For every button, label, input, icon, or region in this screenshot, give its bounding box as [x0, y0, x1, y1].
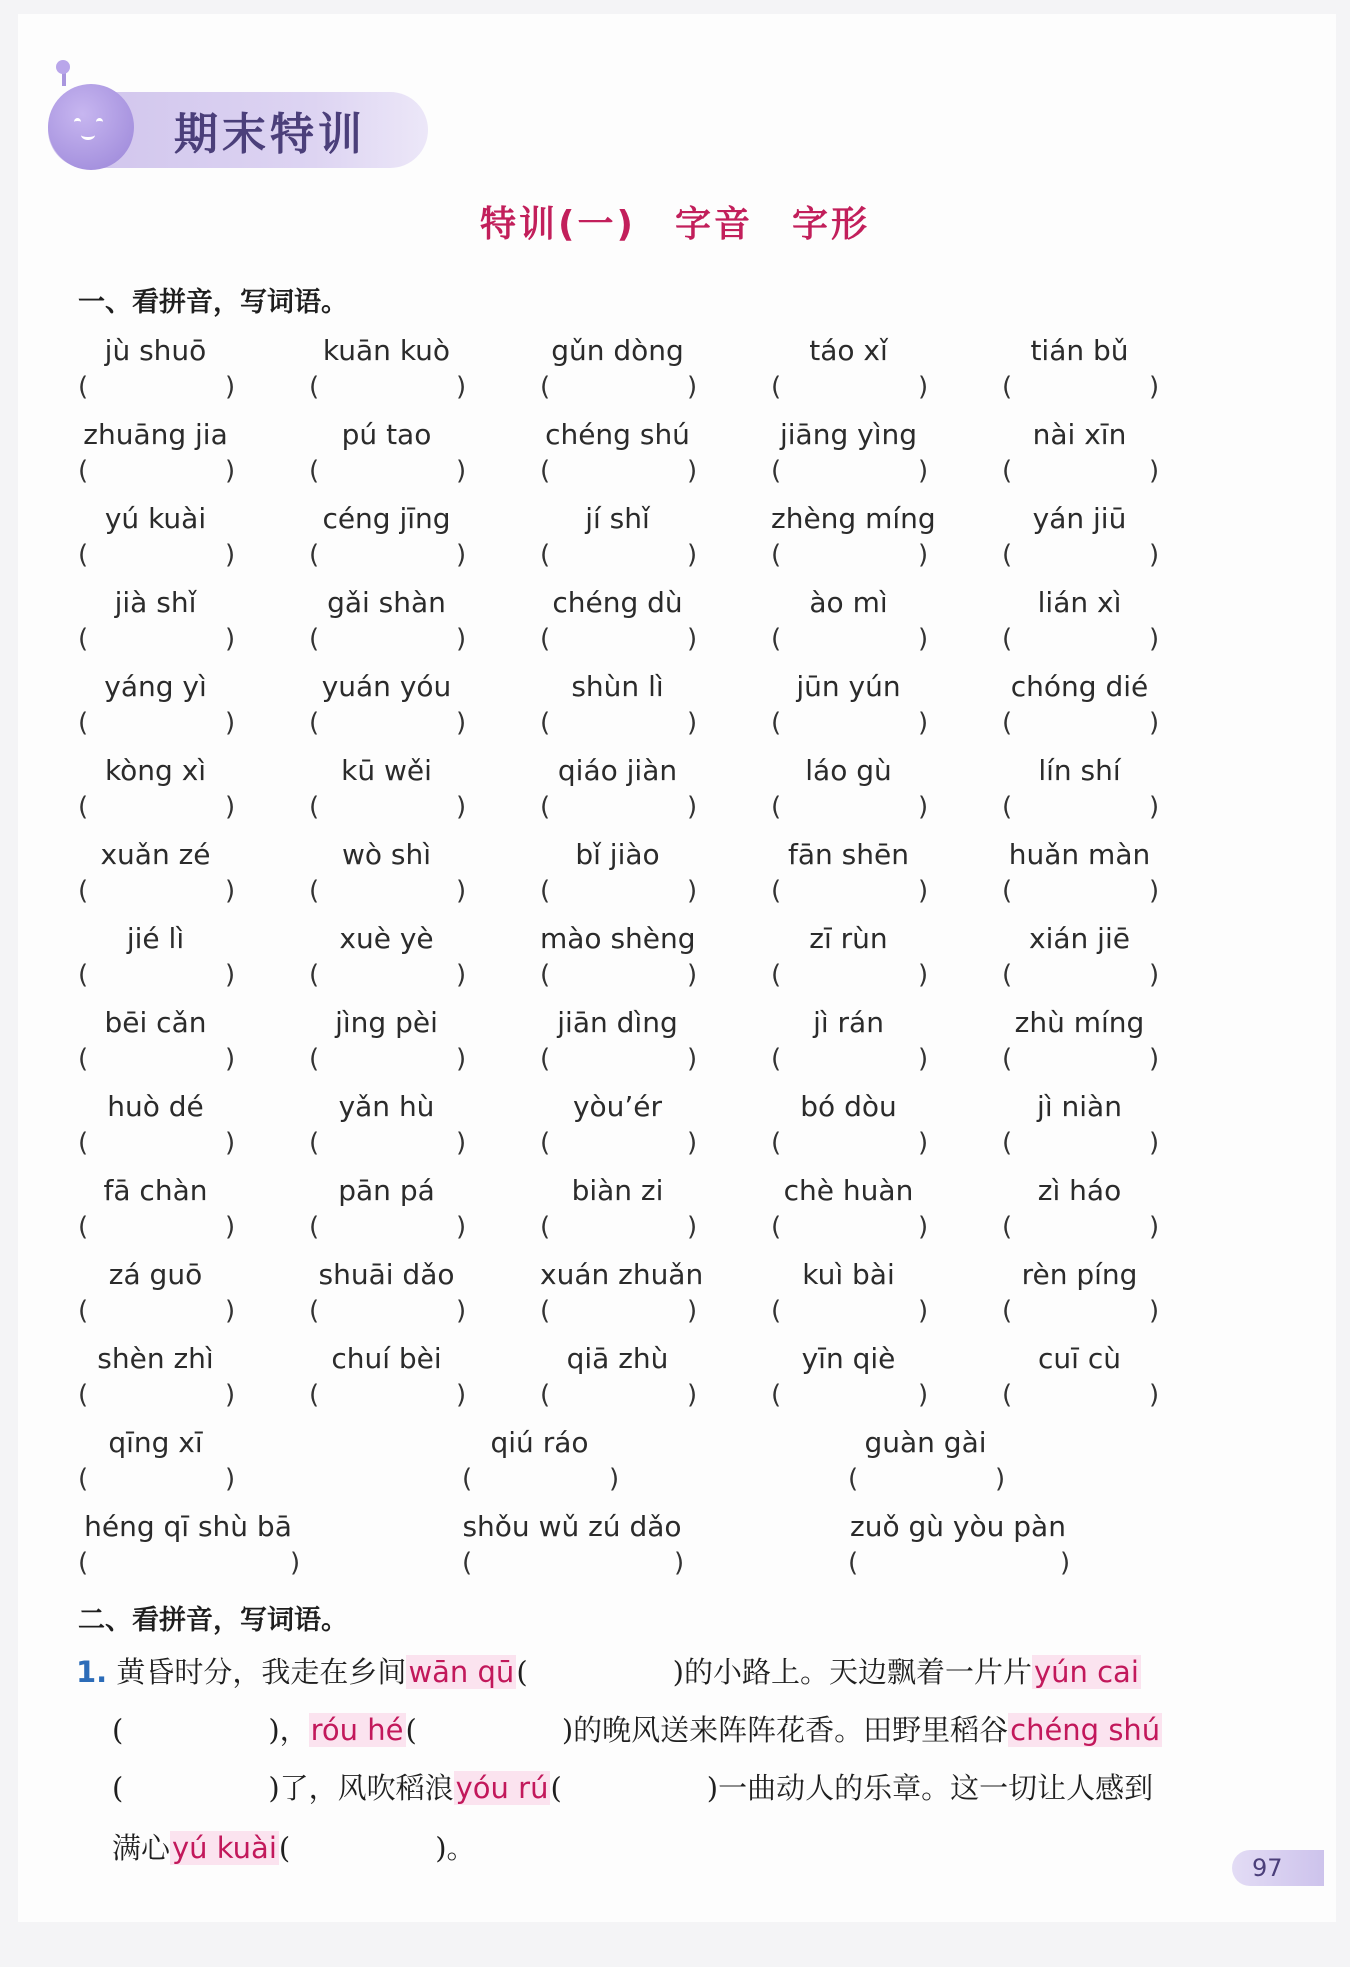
answer-blank[interactable]: ( ) [309, 1212, 467, 1242]
section1-title: 一、看拼音，写词语。 [78, 287, 348, 318]
answer-blank[interactable]: ( ) [540, 624, 698, 654]
pinyin-prompt: guàn gài [864, 1426, 987, 1459]
pinyin-prompt: qiā zhù [566, 1342, 669, 1375]
answer-blank[interactable]: ( ) [78, 1296, 236, 1326]
answer-blank[interactable]: ( ) [309, 876, 467, 906]
pinyin-prompt: jì niàn [1037, 1090, 1122, 1123]
answer-blank[interactable]: ( ) [540, 1296, 698, 1326]
answer-blank[interactable]: ( ) [309, 960, 467, 990]
pinyin-prompt: jù shuō [104, 334, 207, 367]
answer-blank[interactable]: ( ) [462, 1464, 620, 1494]
pinyin-prompt: gǎi shàn [327, 586, 446, 619]
answer-blank[interactable]: ( ) [462, 1548, 685, 1578]
answer-blank[interactable]: ( ) [1002, 372, 1160, 402]
pinyin-prompt: pú tao [341, 418, 432, 451]
answer-blank[interactable]: ( ) [540, 456, 698, 486]
answer-blank[interactable]: ( ) [309, 372, 467, 402]
pinyin-prompt: jiāng yìng [779, 418, 917, 451]
answer-blank[interactable]: ( ) [309, 1044, 467, 1074]
pinyin-prompt: bǐ jiào [575, 838, 660, 871]
pinyin-prompt: xuè yè [339, 922, 434, 955]
pinyin-prompt: xuán zhuǎn [540, 1258, 704, 1291]
pinyin-prompt: cuī cù [1038, 1342, 1121, 1375]
pinyin-prompt: zī rùn [809, 922, 888, 955]
answer-blank[interactable]: ( ) [771, 876, 929, 906]
answer-blank[interactable]: ( ) [771, 708, 929, 738]
pinyin-prompt: xián jiē [1029, 922, 1130, 955]
answer-blank[interactable]: ( ) [771, 372, 929, 402]
pinyin-prompt: kū wěi [341, 754, 432, 787]
pinyin-prompt: jìng pèi [335, 1006, 438, 1039]
mascot-icon [48, 84, 134, 170]
pinyin-prompt: kòng xì [104, 754, 207, 787]
pinyin-prompt: yún cai [1033, 1655, 1139, 1689]
pinyin-prompt: shùn lì [571, 670, 664, 703]
answer-blank[interactable]: ( ) [848, 1464, 1006, 1494]
paragraph-line-2: ( )，róu hé( )的晚风送来阵阵花香。田野里稻谷chéng shú [112, 1713, 1161, 1747]
pinyin-prompt: chóng dié [1010, 670, 1149, 703]
answer-blank[interactable]: ( ) [771, 1380, 929, 1410]
answer-blank[interactable]: ( ) [771, 1128, 929, 1158]
pinyin-prompt: chéng dù [552, 586, 683, 619]
pinyin-prompt: huò dé [107, 1090, 204, 1123]
answer-blank[interactable]: ( ) [771, 624, 929, 654]
pinyin-prompt: céng jīng [322, 502, 451, 535]
answer-blank[interactable]: ( ) [1002, 792, 1160, 822]
pinyin-prompt: bēi cǎn [104, 1006, 207, 1039]
answer-blank[interactable]: ( ) [78, 540, 236, 570]
section2-title: 二、看拼音，写词语。 [78, 1605, 348, 1636]
pinyin-prompt: zuǒ gù yòu pàn [850, 1510, 1066, 1543]
pinyin-prompt: biàn zi [571, 1174, 664, 1207]
pinyin-prompt: yòu’ér [572, 1090, 663, 1123]
answer-blank[interactable]: ( ) [848, 1548, 1071, 1578]
answer-blank[interactable]: ( ) [1002, 624, 1160, 654]
answer-blank[interactable]: ( ) [540, 1212, 698, 1242]
answer-blank[interactable]: ( ) [540, 1128, 698, 1158]
answer-blank[interactable]: ( ) [540, 1044, 698, 1074]
pinyin-prompt: yú kuài [104, 502, 207, 535]
answer-blank[interactable]: ( ) [309, 1128, 467, 1158]
pinyin-prompt: yú kuài [172, 1831, 277, 1865]
pinyin-prompt: jié lì [126, 922, 185, 955]
answer-blank[interactable]: ( ) [540, 792, 698, 822]
pinyin-prompt: lín shí [1038, 754, 1121, 787]
answer-blank[interactable]: ( ) [78, 1212, 236, 1242]
answer-blank[interactable]: ( ) [540, 708, 698, 738]
answer-blank[interactable]: ( ) [1002, 1296, 1160, 1326]
pinyin-prompt: kuān kuò [322, 334, 451, 367]
pinyin-prompt: lián xì [1037, 586, 1122, 619]
answer-blank[interactable]: ( ) [309, 456, 467, 486]
pinyin-prompt: táo xǐ [809, 334, 888, 367]
paragraph-line-1: 1. 黄昏时分，我走在乡间wān qū( )的小路上。天边飘着一片片yún cai [76, 1655, 1139, 1689]
mascot-antenna-ball [56, 60, 70, 74]
answer-blank[interactable]: ( ) [1002, 708, 1160, 738]
pinyin-prompt: rèn píng [1021, 1258, 1138, 1291]
pinyin-prompt: tián bǔ [1030, 334, 1129, 367]
answer-blank[interactable]: ( ) [78, 876, 236, 906]
pinyin-prompt: shuāi dǎo [318, 1258, 455, 1291]
answer-blank[interactable]: ( ) [78, 1464, 236, 1494]
pinyin-prompt: ào mì [809, 586, 888, 619]
answer-blank[interactable]: ( ) [540, 540, 698, 570]
pinyin-prompt: jūn yún [796, 670, 901, 703]
pinyin-prompt: qīng xī [108, 1426, 203, 1459]
answer-blank[interactable]: ( ) [78, 960, 236, 990]
pinyin-prompt: mào shèng [540, 922, 696, 955]
page-number: 97 [1232, 1850, 1324, 1886]
pinyin-prompt: chè huàn [783, 1174, 914, 1207]
pinyin-prompt: yuán yóu [321, 670, 452, 703]
answer-blank[interactable]: ( ) [309, 708, 467, 738]
pinyin-prompt: láo gù [805, 754, 892, 787]
answer-blank[interactable]: ( ) [78, 1548, 301, 1578]
pinyin-prompt: gǔn dòng [551, 334, 684, 367]
answer-blank[interactable]: ( ) [771, 792, 929, 822]
answer-blank[interactable]: ( ) [1002, 1380, 1160, 1410]
answer-blank[interactable]: ( ) [78, 1128, 236, 1158]
pinyin-prompt: jí shǐ [585, 502, 650, 535]
pinyin-prompt: zhuāng jia [83, 418, 228, 451]
pinyin-prompt: jià shǐ [114, 586, 197, 619]
pinyin-prompt: wò shì [341, 838, 432, 871]
answer-blank[interactable]: ( ) [78, 792, 236, 822]
answer-blank[interactable]: ( ) [78, 372, 236, 402]
paragraph-line-3: ( )了，风吹稻浪yóu rú( )一曲动人的乐章。这一切让人感到 [112, 1771, 1154, 1805]
answer-blank[interactable]: ( ) [78, 456, 236, 486]
pinyin-prompt: chuí bèi [331, 1342, 442, 1375]
pinyin-prompt: qiáo jiàn [557, 754, 678, 787]
answer-blank[interactable]: ( ) [540, 1380, 698, 1410]
pinyin-prompt: yóu rú [455, 1771, 549, 1805]
answer-blank[interactable]: ( ) [78, 624, 236, 654]
pinyin-prompt: kuì bài [802, 1258, 895, 1291]
answer-blank[interactable]: ( ) [78, 1380, 236, 1410]
pinyin-prompt: bó dòu [800, 1090, 897, 1123]
pinyin-prompt: huǎn màn [1008, 838, 1151, 871]
pinyin-prompt: chéng shú [545, 418, 690, 451]
answer-blank[interactable]: ( ) [78, 1044, 236, 1074]
answer-blank[interactable]: ( ) [1002, 1212, 1160, 1242]
answer-blank[interactable]: ( ) [771, 456, 929, 486]
answer-blank[interactable]: ( ) [1002, 1128, 1160, 1158]
answer-blank[interactable]: ( ) [309, 1296, 467, 1326]
pinyin-prompt: shèn zhì [97, 1342, 214, 1375]
pinyin-prompt: yáng yì [104, 670, 207, 703]
answer-blank[interactable]: ( ) [1002, 960, 1160, 990]
answer-blank[interactable]: ( ) [540, 960, 698, 990]
answer-blank[interactable]: ( ) [1002, 456, 1160, 486]
pinyin-prompt: zhèng míng [771, 502, 936, 535]
pinyin-prompt: yǎn hù [338, 1090, 435, 1123]
answer-blank[interactable]: ( ) [309, 540, 467, 570]
pinyin-prompt: qiú ráo [490, 1426, 589, 1459]
page-subtitle: 特训(一) 字音 字形 [480, 204, 870, 245]
answer-blank[interactable]: ( ) [78, 708, 236, 738]
pinyin-prompt: héng qī shù bā [84, 1510, 292, 1543]
answer-blank[interactable]: ( ) [771, 1296, 929, 1326]
pinyin-prompt: fā chàn [103, 1174, 208, 1207]
answer-blank[interactable]: ( ) [309, 792, 467, 822]
pinyin-prompt: wān qū [408, 1655, 515, 1689]
answer-blank[interactable]: ( ) [309, 624, 467, 654]
answer-blank[interactable]: ( ) [309, 1380, 467, 1410]
answer-blank[interactable]: ( ) [1002, 876, 1160, 906]
pinyin-prompt: zhù míng [1014, 1006, 1145, 1039]
pinyin-prompt: pān pá [338, 1174, 435, 1207]
answer-blank[interactable]: ( ) [771, 1044, 929, 1074]
pinyin-prompt: yán jiū [1032, 502, 1127, 535]
pinyin-prompt: yīn qiè [801, 1342, 896, 1375]
pinyin-prompt: jiān dìng [557, 1006, 678, 1039]
answer-blank[interactable]: ( ) [771, 540, 929, 570]
banner-title: 期末特训 [174, 109, 366, 160]
pinyin-prompt: shǒu wǔ zú dǎo [462, 1510, 682, 1543]
pinyin-prompt: xuǎn zé [100, 838, 211, 871]
answer-blank[interactable]: ( ) [771, 960, 929, 990]
question-number: 1. [76, 1655, 108, 1689]
pinyin-prompt: fān shēn [788, 838, 909, 871]
answer-blank[interactable]: ( ) [771, 1212, 929, 1242]
answer-blank[interactable]: ( ) [540, 372, 698, 402]
pinyin-prompt: chéng shú [1010, 1713, 1161, 1747]
pinyin-prompt: nài xīn [1032, 418, 1127, 451]
paragraph-line-4: 满心yú kuài( )。 [112, 1831, 476, 1865]
answer-blank[interactable]: ( ) [1002, 1044, 1160, 1074]
pinyin-prompt: zì háo [1037, 1174, 1122, 1207]
answer-blank[interactable]: ( ) [540, 876, 698, 906]
pinyin-prompt: róu hé [310, 1713, 404, 1747]
pinyin-prompt: jì rán [813, 1006, 884, 1039]
pinyin-prompt: zá guō [108, 1258, 203, 1291]
answer-blank[interactable]: ( ) [1002, 540, 1160, 570]
